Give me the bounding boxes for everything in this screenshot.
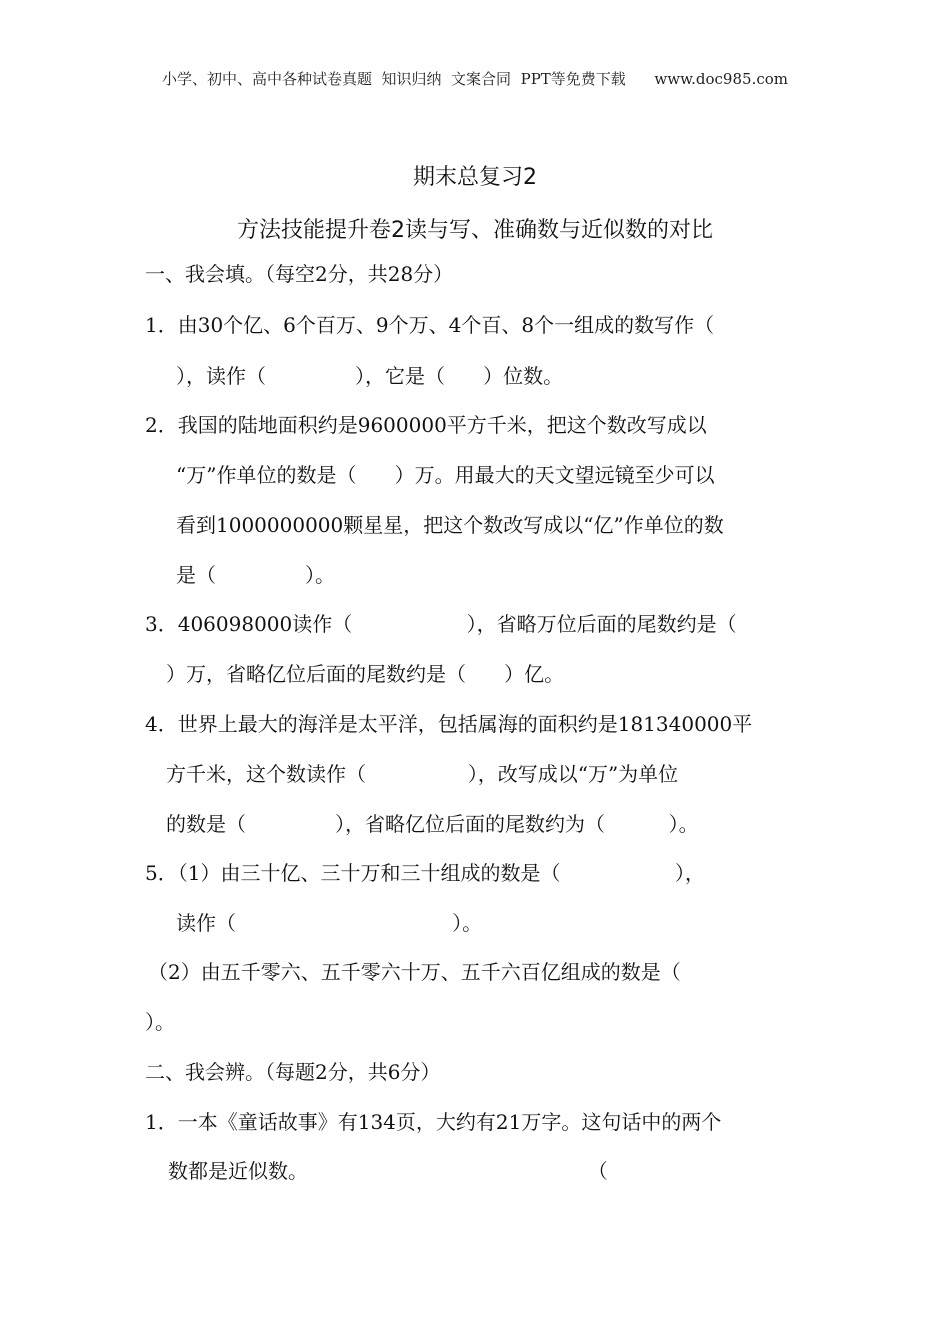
question-5-line-2: 读作（ ）。 [176,911,483,935]
question-2-line-4: 是（ ）。 [176,563,336,587]
question-4-line-1: 4．世界上最大的海洋是太平洋，包括属海的面积约是181340000平 [145,712,753,736]
page-header: 小学、初中、高中各种试卷真题 知识归纳 文案合同 PPT等免费下载 www.doc985.com [161,70,788,88]
question-1-line-1: 1．由30个亿、6个百万、9个万、4个百、8个一组成的数写作（ [145,313,715,337]
judge-question-1-line-1: 1．一本《童话故事》有134页，大约有21万字。这句话中的两个 [145,1110,722,1134]
question-2-line-1: 2．我国的陆地面积约是9600000平方千米，把这个数改写成以 [145,413,707,437]
judge-question-1-line-2: 数都是近似数。 （ [168,1159,608,1183]
question-3-line-1: 3．406098000读作（ ），省略万位后面的尾数约是（ [145,612,737,636]
question-3-line-2: ）万，省略亿位后面的尾数约是（ ）亿。 [166,662,565,686]
question-2-line-3: 看到1000000000颗星星，把这个数改写成以“亿”作单位的数 [176,513,724,537]
question-5-part-2-line-2: ）。 [145,1010,175,1034]
question-5-part-2-line-1: （2）由五千零六、五千零六十万、五千六百亿组成的数是（ [148,960,681,984]
question-5-line-1: 5．（1）由三十亿、三十万和三十组成的数是（ ）， [145,861,705,885]
section-2-heading: 二、我会辨。（每题2分，共6分） [145,1060,441,1084]
question-1-line-2: ），读作（ ），它是（ ）位数。 [176,364,564,388]
question-2-line-2: “万”作单位的数是（ ）万。用最大的天文望远镜至少可以 [176,463,715,487]
question-4-line-2: 方千米，这个数读作（ ），改写成以“万”为单位 [166,762,679,786]
page-subtitle: 方法技能提升卷2读与写、准确数与近似数的对比 [237,218,713,243]
question-4-line-3: 的数是（ ），省略亿位后面的尾数约为（ ）。 [166,812,699,836]
page-title: 期末总复习2 [413,165,537,190]
section-1-heading: 一、我会填。（每空2分，共28分） [145,262,454,286]
